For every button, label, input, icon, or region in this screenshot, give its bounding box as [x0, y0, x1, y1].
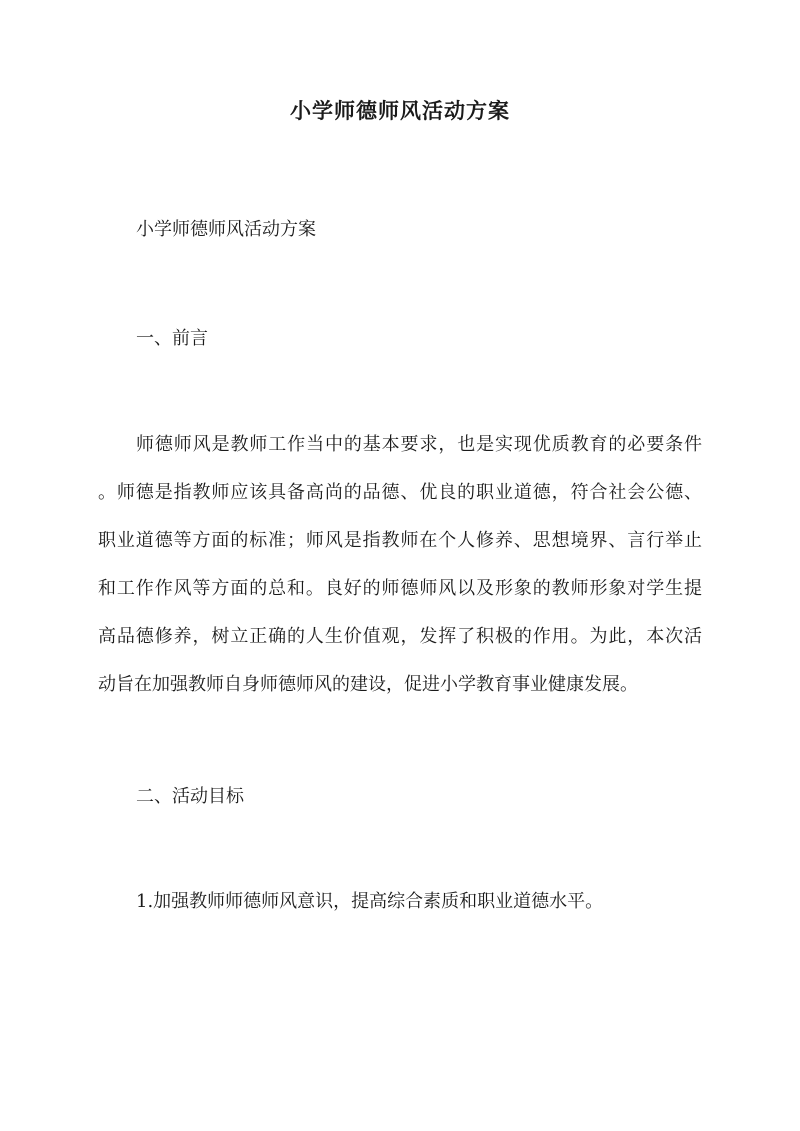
paragraph-line: 高品德修养，树立正确的人生价值观，发挥了积极的作用。为此，本次活 — [98, 626, 702, 647]
preface-paragraph — [98, 431, 702, 719]
paragraph-line: 和工作作风等方面的总和。良好的师德师风以及形象的教师形象对学生提 — [98, 578, 702, 599]
paragraph-line: 师德师风是教师工作当中的基本要求，也是实现优质教育的必要条件 — [136, 434, 702, 455]
paragraph-line: 职业道德等方面的标准；师风是指教师在个人修养、思想境界、言行举止 — [98, 530, 702, 551]
paragraph-line: 。师德是指教师应该具备高尚的品德、优良的职业道德，符合社会公德、 — [98, 482, 702, 503]
section-heading-preface: 一、前言 — [136, 328, 208, 349]
document-title: 小学师德师风活动方案 — [290, 98, 510, 123]
section-heading-goals: 二、活动目标 — [136, 786, 244, 807]
goal-item: 1.加强教师师德师风意识，提高综合素质和职业道德水平。 — [136, 891, 604, 912]
paragraph-line: 动旨在加强教师自身师德师风的建设，促进小学教育事业健康发展。 — [98, 674, 638, 695]
document-subtitle: 小学师德师风活动方案 — [136, 219, 316, 240]
